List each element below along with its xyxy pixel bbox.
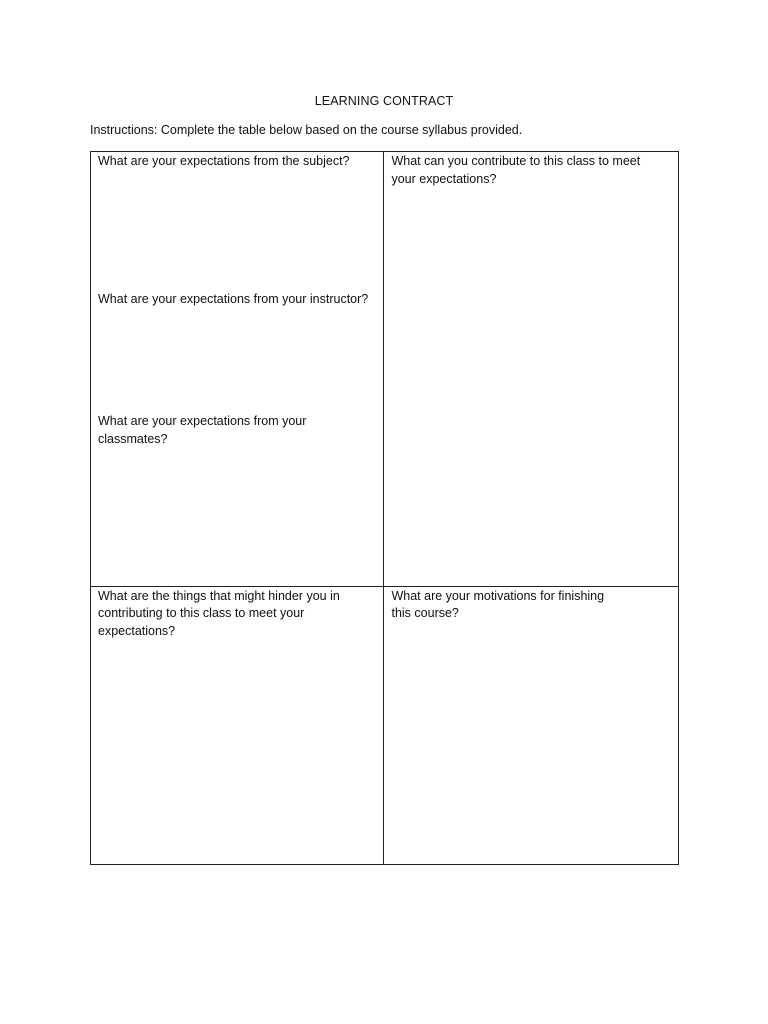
question-motivations: What are your motivations for finishing this course? — [391, 588, 605, 621]
table-row — [91, 152, 679, 587]
cell-bottom-left[interactable] — [91, 586, 384, 864]
question-hindrances: What are the things that might hinder you in contributing to this class to meet your expectations? — [98, 588, 340, 638]
learning-contract-table — [90, 151, 679, 865]
instructions-text: Instructions: Complete the table below based on the course syllabus provided. — [90, 123, 523, 137]
question-subject-expectations: What are your expectations from the subject? — [98, 154, 350, 168]
question-classmates-expectations: What are your expectations from your classmates? — [98, 414, 307, 446]
table-row — [91, 586, 679, 864]
cell-top-right[interactable] — [384, 152, 679, 587]
cell-bottom-right[interactable] — [384, 586, 679, 864]
document-title: LEARNING CONTRACT — [314, 94, 454, 108]
question-contribution: What can you contribute to this class to meet your expectations? — [391, 154, 641, 186]
question-instructor-expectations: What are your expectations from your instructor? — [98, 292, 369, 306]
cell-top-left[interactable] — [91, 152, 384, 587]
